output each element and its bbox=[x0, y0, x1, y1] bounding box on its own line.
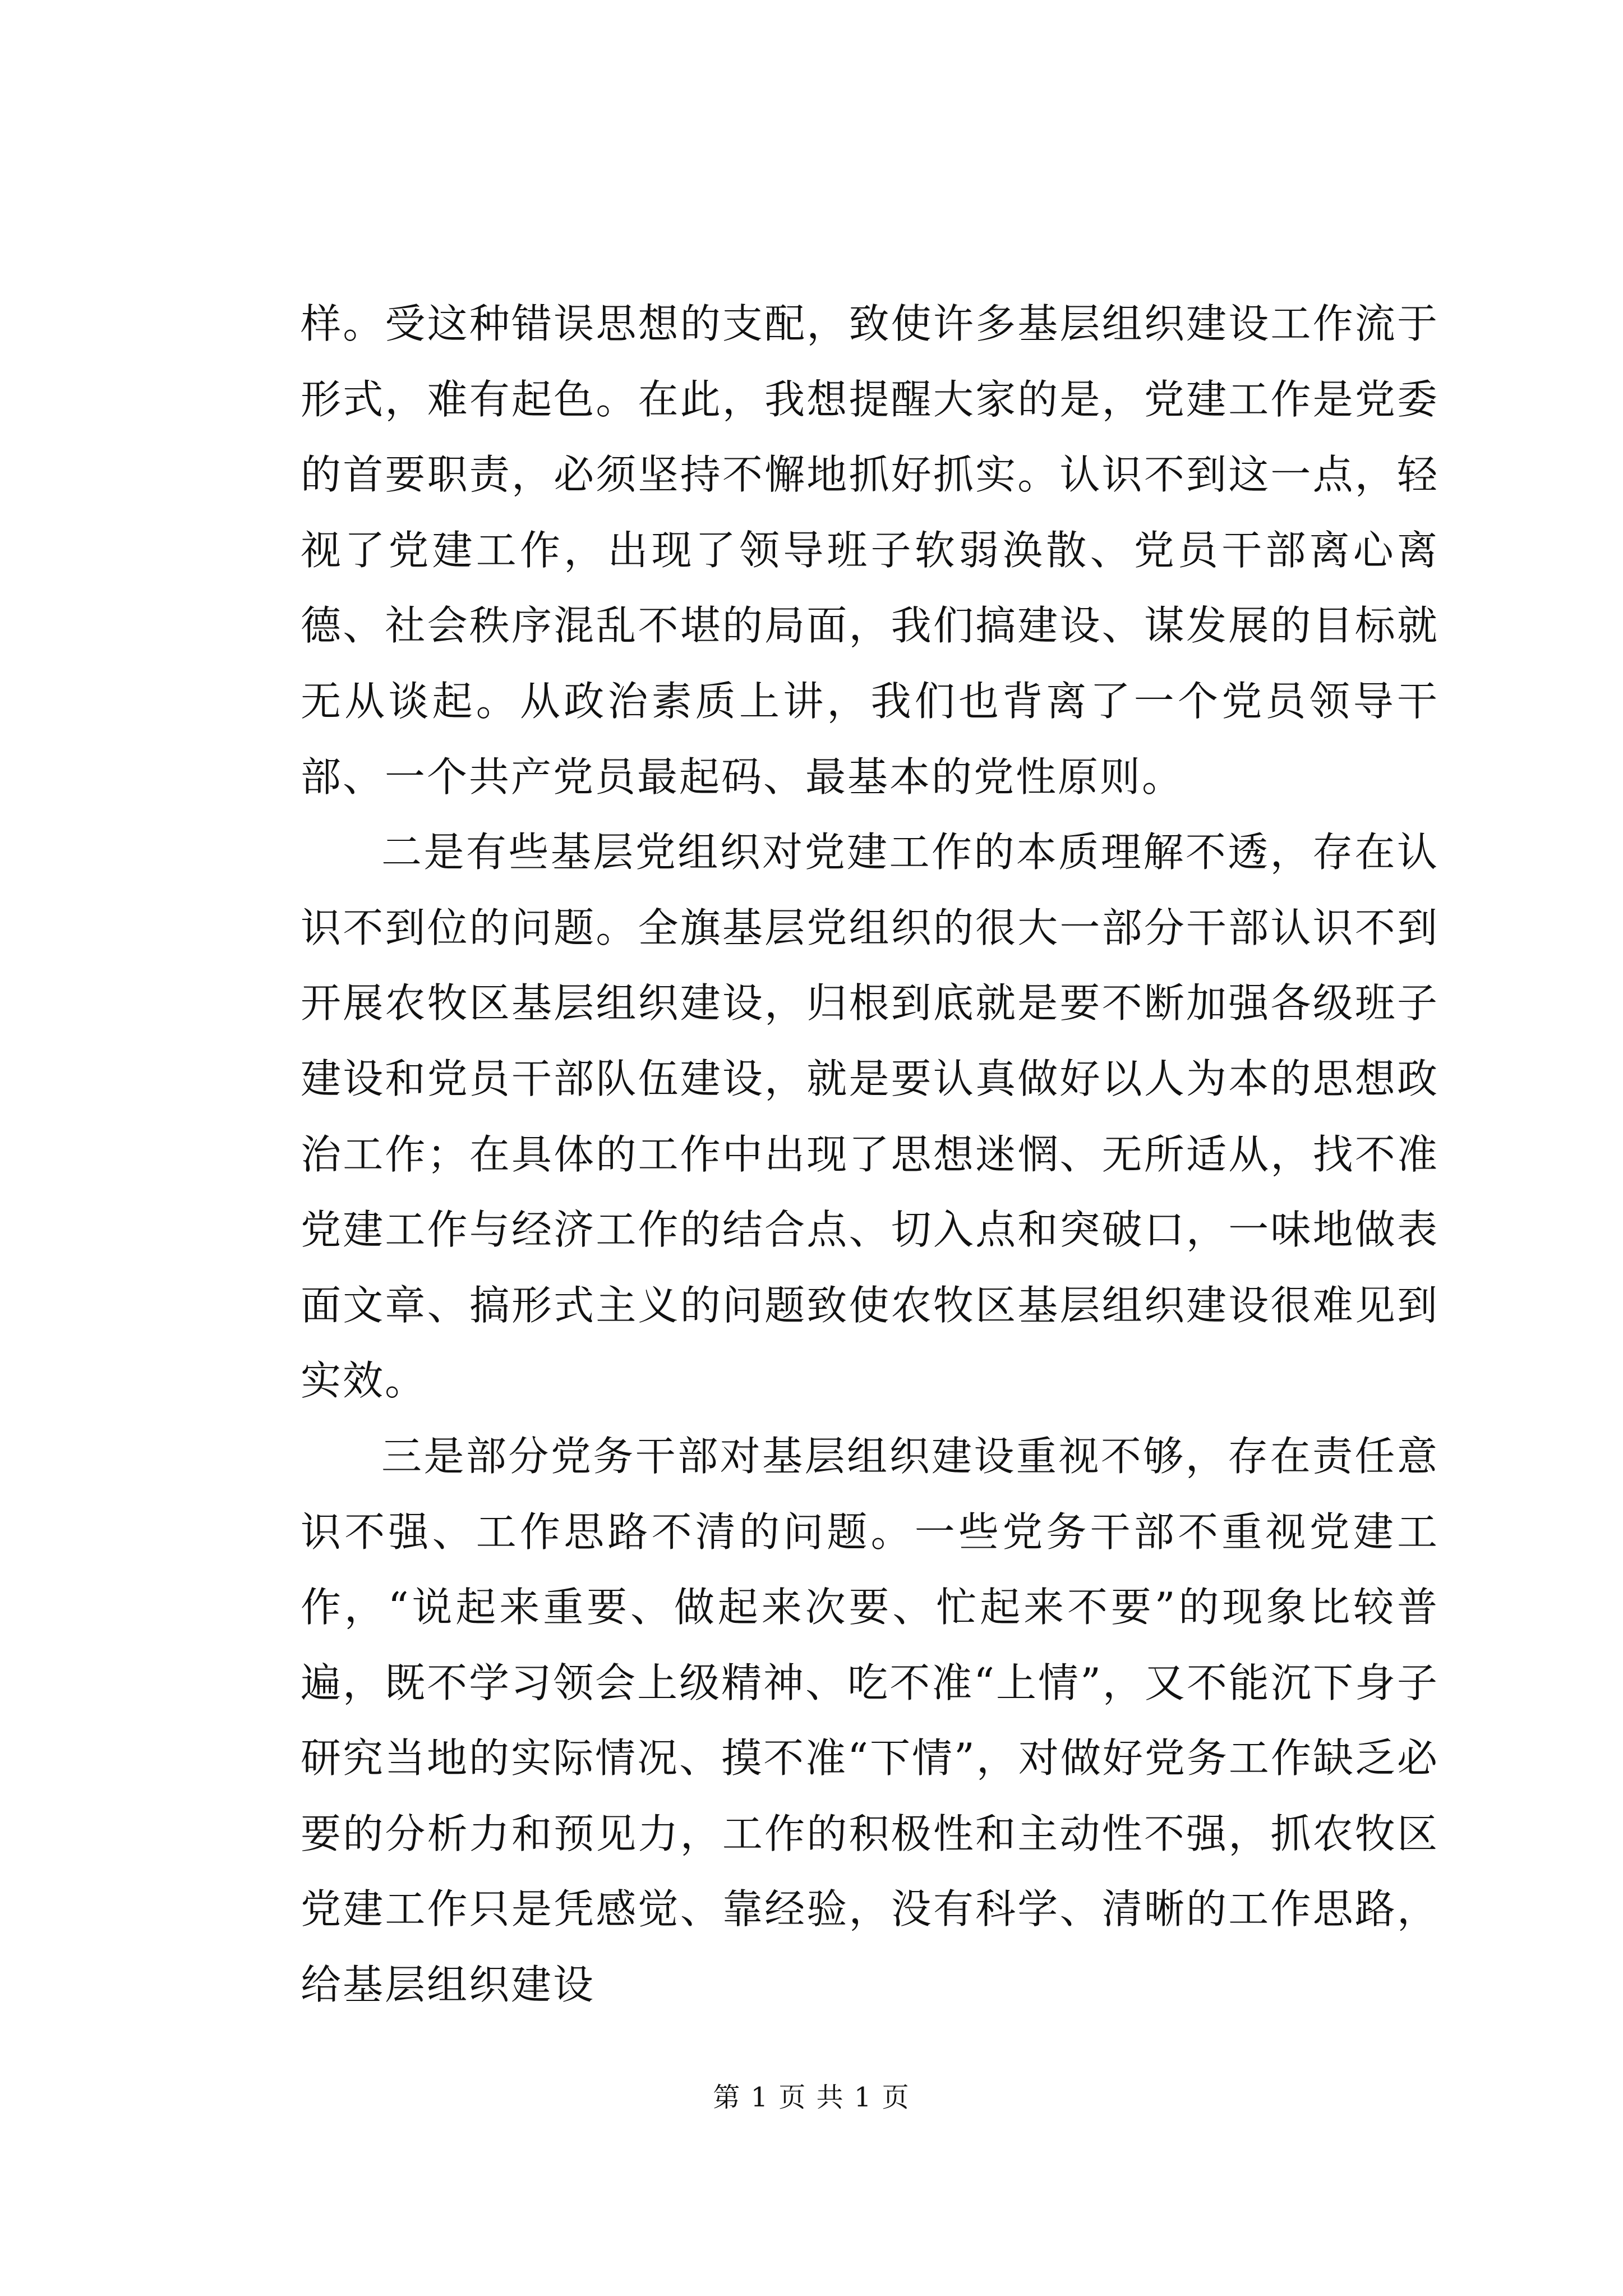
paragraph-3: 三是部分党务干部对基层组织建设重视不够，存在责任意识不强、工作思路不清的问题。一些党务干部不重视党建工作，“说起来重要、做起来次要、忙起来不要”的现象比较普遍，既不学习领会上级精神、吃不准“上情”，又不能沉下身子研究当地的实际情况、摸不准“下情”，对做好党务工作缺乏必要的分析力和预见力，工作的积极性和主动性不强，抓农牧区党建工作只是凭感觉、靠经验，没有科学、清晰的工作思路，给基层组织建设 bbox=[301, 1432, 1439, 2009]
paragraph-1: 样。受这种错误思想的支配，致使许多基层组织建设工作流于形式，难有起色。在此，我想提醒大家的是，党建工作是党委的首要职责，必须坚持不懈地抓好抓实。认识不到这一点，轻视了党建工作，出现了领导班子软弱涣散、党员干部离心离德、社会秩序混乱不堪的局面，我们搞建设、谋发展的目标就无从谈起。从政治素质上讲，我们也背离了一个党员领导干部、一个共产党员最起码、最基本的党性原则。 bbox=[301, 300, 1439, 800]
paragraph-2: 二是有些基层党组织对党建工作的本质理解不透，存在认识不到位的问题。全旗基层党组织的很大一部分干部认识不到开展农牧区基层组织建设，归根到底就是要不断加强各级班子建设和党员干部队伍建设，就是要认真做好以人为本的思想政治工作；在具体的工作中出现了思想迷惘、无所适从，找不准党建工作与经济工作的结合点、切入点和突破口，一味地做表面文章、搞形式主义的问题致使农牧区基层组织建设很难见到实效。 bbox=[301, 829, 1439, 1405]
document-body bbox=[301, 286, 1439, 2023]
page-number-footer: 第 1 页 共 1 页 bbox=[713, 2082, 910, 2113]
